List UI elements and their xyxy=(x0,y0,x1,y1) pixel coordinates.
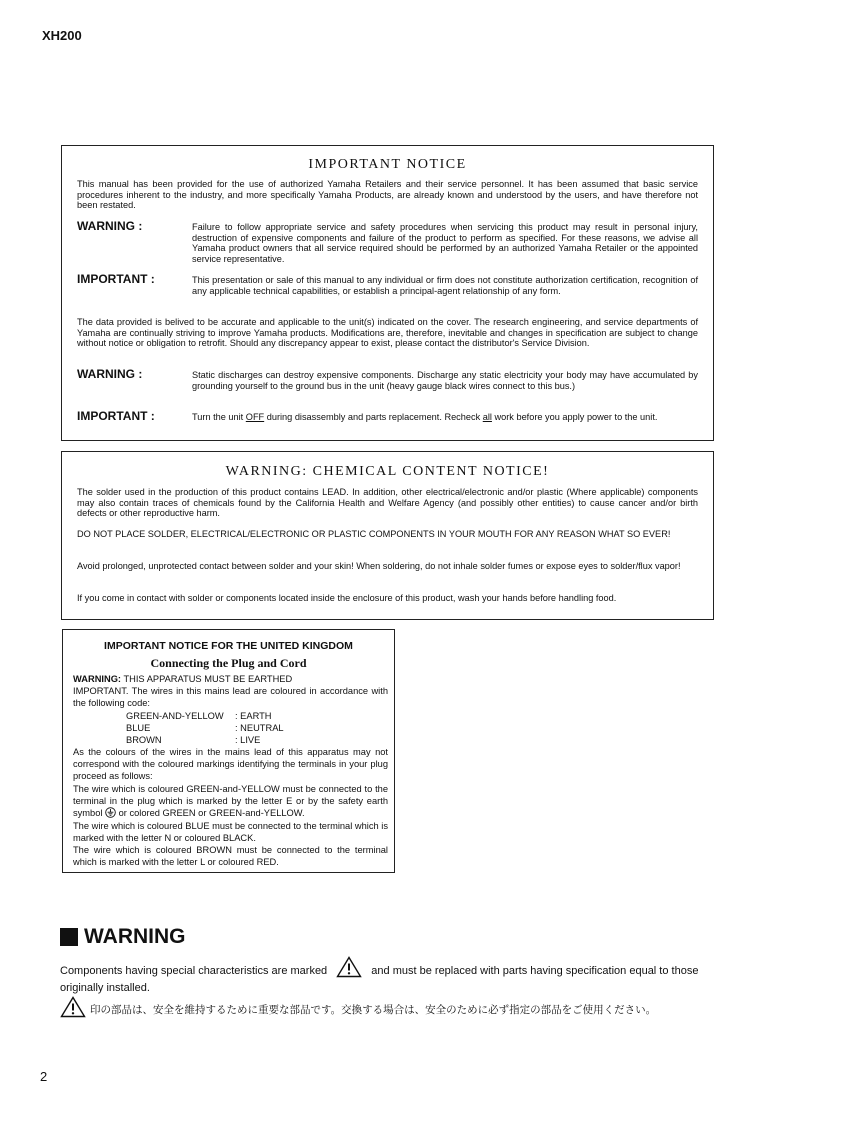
page-number: 2 xyxy=(40,1069,48,1084)
uk-p2 xyxy=(73,783,388,822)
uk-important-line: IMPORTANT. The wires in this mains lead are coloured in accordance with the following code: xyxy=(73,686,388,709)
chemical-title: WARNING: CHEMICAL CONTENT NOTICE! xyxy=(225,464,550,479)
parts-warning-pre: Components having special characteristics are marked xyxy=(60,965,331,977)
uk-warning-rest: THIS APPARATUS MUST BE EARTHED xyxy=(121,674,293,684)
code-value: : EARTH xyxy=(235,711,272,721)
chemical-p4: If you come in contact with solder or components located inside the enclosure of this product, wash your hands before handling food. xyxy=(77,593,617,603)
parts-warning-text xyxy=(60,956,720,995)
code-color: GREEN-AND-YELLOW xyxy=(126,711,224,721)
code-color: BROWN xyxy=(126,735,162,745)
data-paragraph: The data provided is belived to be accurate and applicable to the unit(s) indicated on the cover. The research engineering, and service departments of Yamaha are continually striving to improve Yamaha products. Modifications are, therefore, inevitable and changes in specification are subject to change without notice or obligation to retrofit. Should any discrepancy appear to exist, please contact the distributor's Service Division. xyxy=(77,317,698,349)
chemical-notice-box xyxy=(61,451,714,620)
notice-title: IMPORTANT NOTICE xyxy=(308,157,467,172)
code-value: : LIVE xyxy=(235,735,261,745)
uk-p2-pre: The wire which is coloured GREEN-and-YELLOW must be connected to the terminal in the plug which is marked by the letter E or by the safety earth symbol xyxy=(73,784,388,819)
uk-warning-bold: WARNING: xyxy=(73,674,122,684)
important2-post: work before you apply power to the unit. xyxy=(491,412,658,422)
warning-triangle-icon xyxy=(336,956,362,982)
chemical-p2: DO NOT PLACE SOLDER, ELECTRICAL/ELECTRONIC OR PLASTIC COMPONENTS IN YOUR MOUTH FOR ANY REASON WHAT SO EVER! xyxy=(77,529,671,539)
code-value: : NEUTRAL xyxy=(235,723,284,733)
important2-off: OFF xyxy=(245,412,265,422)
code-color: BLUE xyxy=(126,723,151,733)
warning1-text: Failure to follow appropriate service and safety procedures when servicing this product may result in personal injury, destruction of expensive components and failure of the product to perform as specified. For these reasons, we advise all Yamaha product owners that all service required should be performed by an authorized Yamaha Retailer or the appointed service representative. xyxy=(192,222,698,264)
warning2-text: Static discharges can destroy expensive components. Discharge any static electricity your body may have accumulated by grounding yourself to the ground bus in the unit (heavy gauge black wires connect to this bus.) xyxy=(192,370,698,391)
warning2-label: WARNING : xyxy=(77,367,143,381)
chemical-p3: Avoid prolonged, unprotected contact between solder and your skin! When soldering, do not inhale solder fumes or expose eyes to solder/flux vapor! xyxy=(77,561,681,571)
important2-text xyxy=(192,412,698,423)
notice-intro: This manual has been provided for the use of authorized Yamaha Retailers and their service personnel. It has been assumed that basic service procedures inherent to the industry, and more specifically Yamaha Products, are already known and understood by the users, and have therefore not been restated. xyxy=(77,179,698,211)
important-notice-box xyxy=(61,145,714,441)
important1-label: IMPORTANT : xyxy=(77,272,155,286)
important2-mid: during disassembly and parts replacement. Recheck xyxy=(264,412,483,422)
important2-all: all xyxy=(482,412,492,422)
parts-warning-post: and must be replaced with parts having specification equal to those originally installed. xyxy=(60,965,699,994)
important2-label: IMPORTANT : xyxy=(77,409,155,423)
model-name: XH200 xyxy=(42,28,82,43)
uk-title: IMPORTANT NOTICE FOR THE UNITED KINGDOM xyxy=(104,640,353,652)
important1-text: This presentation or sale of this manual to any individual or firm does not constitute authorization certification, recognition of any applicable technical capabilities, or establish a principal-agent relationship of any form. xyxy=(192,275,698,296)
parts-warning-jp xyxy=(60,996,656,1023)
parts-warning-heading xyxy=(60,925,186,949)
uk-warning-line xyxy=(73,673,388,685)
chemical-p1: The solder used in the production of this product contains LEAD. In addition, other electrical/electronic and/or plastic (Where applicable) components may also contain traces of chemicals found by the California Health and Welfare Agency (and possibly other entities) to cause cancer and/or birth defects or other reproductive harm. xyxy=(77,487,698,519)
parts-warning-jp-text: 印の部品は、安全を維持するために重要な部品です。交換する場合は、安全のために必ず指定の部品をご使用ください。 xyxy=(90,1004,657,1016)
uk-notice-box xyxy=(62,629,395,873)
uk-p2-post: or colored GREEN or GREEN-and-YELLOW. xyxy=(116,808,305,819)
important2-pre: Turn the unit xyxy=(192,412,246,422)
uk-p4: The wire which is coloured BROWN must be connected to the terminal which is marked with the letter L or coloured RED. xyxy=(73,845,388,868)
parts-warning-title: WARNING xyxy=(84,925,186,948)
uk-subtitle: Connecting the Plug and Cord xyxy=(150,656,307,670)
warning1-label: WARNING : xyxy=(77,219,143,233)
uk-p1: As the colours of the wires in the mains lead of this apparatus may not correspond with the coloured markings identifying the terminals in your plug proceed as follows: xyxy=(73,747,388,782)
uk-p3: The wire which is coloured BLUE must be connected to the terminal which is marked with the letter N or coloured BLACK. xyxy=(73,821,388,844)
warning-triangle-icon xyxy=(60,996,86,1023)
warning-square-icon xyxy=(60,928,78,946)
